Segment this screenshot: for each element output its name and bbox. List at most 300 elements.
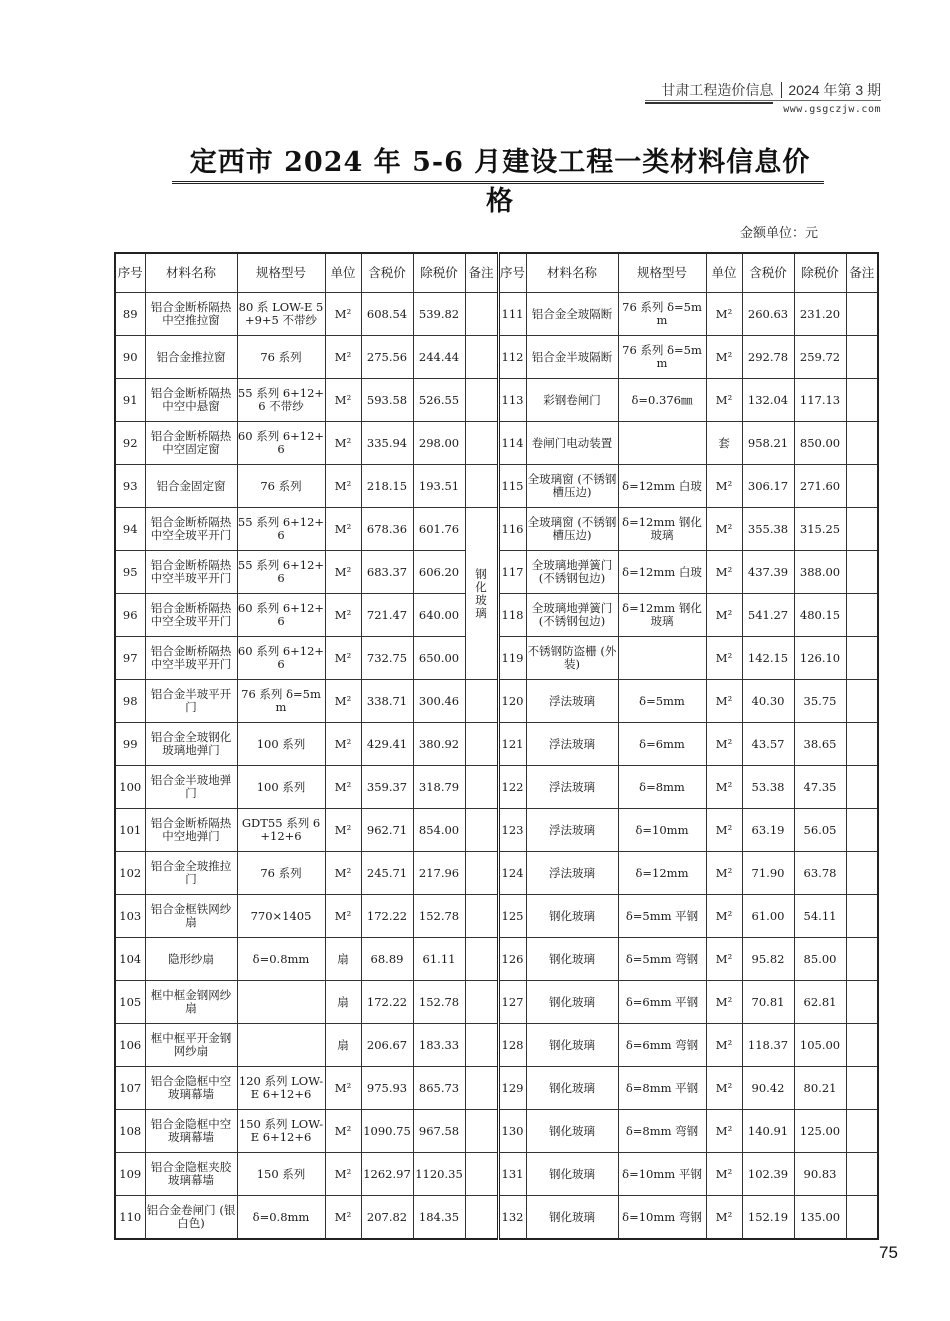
table-row — [115, 1110, 878, 1153]
cell-unit: M² — [325, 551, 361, 594]
cell-spec — [237, 981, 325, 1024]
cell-unit: 扇 — [325, 1024, 361, 1067]
table-row — [115, 852, 878, 895]
cell-price-tax-right: 140.91 — [742, 1110, 794, 1153]
cell-price-notax-right: 62.81 — [794, 981, 846, 1024]
cell-price-notax: 650.00 — [413, 637, 465, 680]
cell-spec — [237, 1024, 325, 1067]
cell-price-notax: 865.73 — [413, 1067, 465, 1110]
cell-name-right: 卷闸门电动装置 — [526, 422, 618, 465]
cell-price-tax: 207.82 — [361, 1196, 413, 1240]
cell-spec-right: δ=5mm 弯钢 — [618, 938, 706, 981]
cell-unit: M² — [325, 809, 361, 852]
cell-price-notax: 539.82 — [413, 293, 465, 336]
cell-spec: 60 系列 6+12+6 — [237, 594, 325, 637]
cell-seq-right: 120 — [498, 680, 526, 723]
cell-seq: 99 — [115, 723, 145, 766]
cell-note — [465, 680, 498, 723]
cell-price-tax: 1090.75 — [361, 1110, 413, 1153]
cell-name: 铝合金框铁网纱扇 — [145, 895, 237, 938]
cell-price-tax: 608.54 — [361, 293, 413, 336]
cell-seq: 100 — [115, 766, 145, 809]
cell-seq: 95 — [115, 551, 145, 594]
cell-price-tax: 172.22 — [361, 895, 413, 938]
cell-price-notax-right: 231.20 — [794, 293, 846, 336]
cell-note-right — [846, 422, 878, 465]
cell-note-right — [846, 379, 878, 422]
cell-spec: 770×1405 — [237, 895, 325, 938]
cell-unit-right: M² — [706, 508, 742, 551]
cell-price-notax: 152.78 — [413, 895, 465, 938]
cell-price-tax-right: 958.21 — [742, 422, 794, 465]
cell-seq: 92 — [115, 422, 145, 465]
cell-note-right — [846, 1110, 878, 1153]
cell-spec: 80 系 LOW-E 5+9+5 不带纱 — [237, 293, 325, 336]
cell-unit: 扇 — [325, 981, 361, 1024]
cell-name: 铝合金断桥隔热中空地弹门 — [145, 809, 237, 852]
cell-unit-right: M² — [706, 723, 742, 766]
cell-price-notax-right: 35.75 — [794, 680, 846, 723]
table-row — [115, 895, 878, 938]
journal-name: 甘肃工程造价信息 — [661, 82, 774, 98]
cell-spec-right: δ=10mm — [618, 809, 706, 852]
cell-price-tax: 732.75 — [361, 637, 413, 680]
cell-spec: 150 系列 — [237, 1153, 325, 1196]
cell-seq: 90 — [115, 336, 145, 379]
price-table — [114, 252, 879, 1240]
col-unit-right: 单位 — [706, 253, 742, 293]
cell-name-right: 浮法玻璃 — [526, 680, 618, 723]
cell-price-notax: 217.96 — [413, 852, 465, 895]
col-unit: 单位 — [325, 253, 361, 293]
table-row — [115, 981, 878, 1024]
cell-price-notax: 601.76 — [413, 508, 465, 551]
cell-price-tax: 245.71 — [361, 852, 413, 895]
cell-unit-right: M² — [706, 336, 742, 379]
cell-seq: 107 — [115, 1067, 145, 1110]
table-header — [115, 253, 878, 293]
cell-price-tax-right: 437.39 — [742, 551, 794, 594]
cell-note — [465, 723, 498, 766]
cell-name-right: 钢化玻璃 — [526, 1067, 618, 1110]
col-price-notax-right: 除税价 — [794, 253, 846, 293]
col-name-right: 材料名称 — [526, 253, 618, 293]
cell-name: 铝合金隐框夹胶玻璃幕墙 — [145, 1153, 237, 1196]
cell-price-tax-right: 541.27 — [742, 594, 794, 637]
journal-issue: 2024 年第 3 期 — [788, 82, 881, 98]
cell-price-tax: 975.93 — [361, 1067, 413, 1110]
cell-seq-right: 112 — [498, 336, 526, 379]
table-row — [115, 465, 878, 508]
cell-price-notax: 1120.35 — [413, 1153, 465, 1196]
cell-seq: 102 — [115, 852, 145, 895]
cell-spec: 76 系列 — [237, 336, 325, 379]
table-row — [115, 1196, 878, 1240]
cell-unit: M² — [325, 852, 361, 895]
cell-price-notax-right: 85.00 — [794, 938, 846, 981]
cell-spec: 100 系列 — [237, 723, 325, 766]
cell-name-right: 浮法玻璃 — [526, 723, 618, 766]
cell-price-notax-right: 90.83 — [794, 1153, 846, 1196]
cell-unit-right: M² — [706, 551, 742, 594]
cell-spec-right: δ=0.376㎜ — [618, 379, 706, 422]
cell-price-notax-right: 259.72 — [794, 336, 846, 379]
cell-note-right — [846, 938, 878, 981]
cell-unit: M² — [325, 1153, 361, 1196]
col-price-tax-right: 含税价 — [742, 253, 794, 293]
cell-name: 铝合金断桥隔热中空全玻平开门 — [145, 594, 237, 637]
cell-price-notax-right: 388.00 — [794, 551, 846, 594]
cell-note-right — [846, 1153, 878, 1196]
cell-spec: 76 系列 — [237, 465, 325, 508]
cell-name-right: 铝合金半玻隔断 — [526, 336, 618, 379]
cell-price-notax: 298.00 — [413, 422, 465, 465]
cell-spec-right: δ=12mm 白玻 — [618, 465, 706, 508]
cell-price-notax-right: 54.11 — [794, 895, 846, 938]
cell-note-right — [846, 895, 878, 938]
cell-seq-right: 122 — [498, 766, 526, 809]
cell-unit: M² — [325, 1196, 361, 1240]
table-row — [115, 766, 878, 809]
cell-price-tax-right: 61.00 — [742, 895, 794, 938]
cell-unit: M² — [325, 1067, 361, 1110]
col-name: 材料名称 — [145, 253, 237, 293]
cell-note — [465, 1024, 498, 1067]
cell-note-right — [846, 723, 878, 766]
cell-unit: M² — [325, 465, 361, 508]
cell-name: 铝合金固定窗 — [145, 465, 237, 508]
cell-name-right: 全玻璃窗 (不锈钢槽压边) — [526, 465, 618, 508]
table-row — [115, 680, 878, 723]
cell-note-right — [846, 336, 878, 379]
cell-seq-right: 121 — [498, 723, 526, 766]
cell-price-tax: 359.37 — [361, 766, 413, 809]
cell-unit: M² — [325, 637, 361, 680]
cell-name-right: 浮法玻璃 — [526, 766, 618, 809]
cell-price-notax: 640.00 — [413, 594, 465, 637]
cell-price-tax: 1262.97 — [361, 1153, 413, 1196]
cell-unit: M² — [325, 508, 361, 551]
col-price-tax: 含税价 — [361, 253, 413, 293]
header-rule-accent — [645, 102, 773, 104]
cell-note — [465, 422, 498, 465]
cell-name-right: 全玻璃窗 (不锈钢槽压边) — [526, 508, 618, 551]
table-row — [115, 293, 878, 336]
col-seq: 序号 — [115, 253, 145, 293]
cell-note-right — [846, 852, 878, 895]
cell-price-tax-right: 53.38 — [742, 766, 794, 809]
page-number: 75 — [879, 1243, 898, 1262]
cell-price-tax: 678.36 — [361, 508, 413, 551]
cell-price-notax-right: 125.00 — [794, 1110, 846, 1153]
cell-note — [465, 1196, 498, 1240]
cell-unit: M² — [325, 680, 361, 723]
cell-note — [465, 766, 498, 809]
cell-seq: 106 — [115, 1024, 145, 1067]
cell-name-right: 钢化玻璃 — [526, 981, 618, 1024]
cell-name: 铝合金全玻推拉门 — [145, 852, 237, 895]
cell-price-notax-right: 126.10 — [794, 637, 846, 680]
cell-seq: 93 — [115, 465, 145, 508]
cell-unit: M² — [325, 336, 361, 379]
cell-note — [465, 465, 498, 508]
cell-name: 铝合金隐框中空玻璃幕墙 — [145, 1067, 237, 1110]
cell-unit-right: M² — [706, 981, 742, 1024]
cell-spec: 60 系列 6+12+6 — [237, 422, 325, 465]
cell-spec: 150 系列 LOW-E 6+12+6 — [237, 1110, 325, 1153]
table-row — [115, 809, 878, 852]
cell-price-notax: 152.78 — [413, 981, 465, 1024]
cell-seq: 96 — [115, 594, 145, 637]
cell-price-notax-right: 117.13 — [794, 379, 846, 422]
cell-seq: 91 — [115, 379, 145, 422]
cell-seq: 105 — [115, 981, 145, 1024]
journal-header — [661, 80, 881, 100]
cell-seq: 110 — [115, 1196, 145, 1240]
col-spec-right: 规格型号 — [618, 253, 706, 293]
cell-seq-right: 131 — [498, 1153, 526, 1196]
cell-spec-right: δ=6mm 平钢 — [618, 981, 706, 1024]
cell-price-tax: 721.47 — [361, 594, 413, 637]
cell-name: 铝合金断桥隔热中空固定窗 — [145, 422, 237, 465]
cell-price-notax-right: 56.05 — [794, 809, 846, 852]
header-separator — [781, 82, 782, 98]
cell-price-tax-right: 152.19 — [742, 1196, 794, 1240]
cell-name-right: 钢化玻璃 — [526, 1153, 618, 1196]
cell-unit: M² — [325, 766, 361, 809]
cell-note-right — [846, 981, 878, 1024]
cell-price-tax-right: 132.04 — [742, 379, 794, 422]
cell-price-tax: 206.67 — [361, 1024, 413, 1067]
cell-price-notax-right: 80.21 — [794, 1067, 846, 1110]
col-note-right: 备注 — [846, 253, 878, 293]
cell-seq-right: 129 — [498, 1067, 526, 1110]
cell-price-notax-right: 480.15 — [794, 594, 846, 637]
cell-spec-right: δ=12mm — [618, 852, 706, 895]
cell-name: 铝合金隐框中空玻璃幕墙 — [145, 1110, 237, 1153]
title-underline — [172, 181, 824, 182]
cell-spec-right — [618, 422, 706, 465]
cell-name: 铝合金断桥隔热中空中悬窗 — [145, 379, 237, 422]
cell-note-right — [846, 293, 878, 336]
table-row — [115, 723, 878, 766]
cell-name-right: 钢化玻璃 — [526, 1024, 618, 1067]
cell-unit: M² — [325, 422, 361, 465]
cell-seq-right: 123 — [498, 809, 526, 852]
cell-note — [465, 336, 498, 379]
cell-note — [465, 379, 498, 422]
table-row — [115, 508, 878, 551]
cell-price-tax-right: 71.90 — [742, 852, 794, 895]
cell-seq: 97 — [115, 637, 145, 680]
cell-spec: δ=0.8mm — [237, 1196, 325, 1240]
cell-unit-right: M² — [706, 465, 742, 508]
cell-unit-right: M² — [706, 1110, 742, 1153]
cell-price-notax: 61.11 — [413, 938, 465, 981]
cell-price-tax-right: 118.37 — [742, 1024, 794, 1067]
cell-spec: 60 系列 6+12+6 — [237, 637, 325, 680]
cell-seq: 94 — [115, 508, 145, 551]
cell-name-right: 全玻璃地弹簧门 (不锈钢包边) — [526, 551, 618, 594]
cell-spec-right: 76 系列 δ=5mm — [618, 336, 706, 379]
cell-price-tax-right: 63.19 — [742, 809, 794, 852]
cell-price-tax-right: 43.57 — [742, 723, 794, 766]
cell-unit: M² — [325, 723, 361, 766]
cell-name-right: 钢化玻璃 — [526, 1196, 618, 1240]
cell-unit-right: M² — [706, 852, 742, 895]
cell-name: 框中框平开金钢网纱扇 — [145, 1024, 237, 1067]
cell-note-right — [846, 1024, 878, 1067]
cell-price-notax: 606.20 — [413, 551, 465, 594]
cell-unit-right: M² — [706, 379, 742, 422]
cell-note — [465, 938, 498, 981]
table-row — [115, 938, 878, 981]
cell-seq: 108 — [115, 1110, 145, 1153]
cell-note — [465, 895, 498, 938]
cell-seq: 109 — [115, 1153, 145, 1196]
cell-spec-right: δ=12mm 白玻 — [618, 551, 706, 594]
cell-unit: 扇 — [325, 938, 361, 981]
cell-spec: 120 系列 LOW-E 6+12+6 — [237, 1067, 325, 1110]
cell-price-notax-right: 135.00 — [794, 1196, 846, 1240]
cell-price-notax: 526.55 — [413, 379, 465, 422]
cell-note — [465, 852, 498, 895]
cell-unit-right: M² — [706, 1153, 742, 1196]
cell-note-right — [846, 766, 878, 809]
cell-name: 铝合金断桥隔热中空半玻平开门 — [145, 637, 237, 680]
col-seq-right: 序号 — [498, 253, 526, 293]
cell-price-notax: 300.46 — [413, 680, 465, 723]
cell-price-tax: 68.89 — [361, 938, 413, 981]
cell-price-tax: 683.37 — [361, 551, 413, 594]
table-row — [115, 1024, 878, 1067]
cell-unit-right: M² — [706, 594, 742, 637]
cell-name: 铝合金推拉窗 — [145, 336, 237, 379]
title-underline-2 — [172, 183, 824, 184]
cell-price-tax: 338.71 — [361, 680, 413, 723]
table-row — [115, 1153, 878, 1196]
cell-price-tax-right: 355.38 — [742, 508, 794, 551]
cell-price-tax: 275.56 — [361, 336, 413, 379]
cell-seq-right: 124 — [498, 852, 526, 895]
cell-price-tax-right: 292.78 — [742, 336, 794, 379]
cell-price-notax: 184.35 — [413, 1196, 465, 1240]
cell-name-right: 浮法玻璃 — [526, 809, 618, 852]
cell-seq-right: 118 — [498, 594, 526, 637]
cell-seq-right: 117 — [498, 551, 526, 594]
cell-price-tax: 218.15 — [361, 465, 413, 508]
cell-name-right: 浮法玻璃 — [526, 852, 618, 895]
cell-name: 隐形纱扇 — [145, 938, 237, 981]
cell-seq: 104 — [115, 938, 145, 981]
cell-spec: δ=0.8mm — [237, 938, 325, 981]
cell-price-tax-right: 70.81 — [742, 981, 794, 1024]
cell-note-right — [846, 809, 878, 852]
cell-name-right: 钢化玻璃 — [526, 1110, 618, 1153]
cell-price-notax-right: 105.00 — [794, 1024, 846, 1067]
cell-spec-right: δ=10mm 平钢 — [618, 1153, 706, 1196]
cell-unit: M² — [325, 379, 361, 422]
cell-price-tax: 335.94 — [361, 422, 413, 465]
cell-name: 铝合金断桥隔热中空全玻平开门 — [145, 508, 237, 551]
cell-name: 铝合金全玻钢化玻璃地弹门 — [145, 723, 237, 766]
cell-unit-right: M² — [706, 1196, 742, 1240]
table-row — [115, 1067, 878, 1110]
cell-spec: 100 系列 — [237, 766, 325, 809]
cell-seq: 101 — [115, 809, 145, 852]
cell-name: 铝合金半玻平开门 — [145, 680, 237, 723]
table-row — [115, 336, 878, 379]
col-note: 备注 — [465, 253, 498, 293]
table-row — [115, 379, 878, 422]
cell-spec-right: δ=6mm 弯钢 — [618, 1024, 706, 1067]
cell-unit-right: M² — [706, 895, 742, 938]
currency-unit-label: 金额单位：元 — [740, 226, 819, 241]
cell-spec: 76 系列 δ=5mm — [237, 680, 325, 723]
cell-price-tax-right: 90.42 — [742, 1067, 794, 1110]
cell-unit: M² — [325, 293, 361, 336]
cell-spec-right: δ=6mm — [618, 723, 706, 766]
cell-note — [465, 981, 498, 1024]
cell-seq-right: 113 — [498, 379, 526, 422]
cell-seq-right: 116 — [498, 508, 526, 551]
cell-price-notax: 244.44 — [413, 336, 465, 379]
cell-seq: 89 — [115, 293, 145, 336]
cell-note — [465, 1067, 498, 1110]
cell-price-notax: 967.58 — [413, 1110, 465, 1153]
cell-price-tax: 172.22 — [361, 981, 413, 1024]
cell-unit-right: M² — [706, 1024, 742, 1067]
cell-seq: 98 — [115, 680, 145, 723]
col-spec: 规格型号 — [237, 253, 325, 293]
cell-name: 铝合金断桥隔热中空半玻平开门 — [145, 551, 237, 594]
cell-spec-right — [618, 637, 706, 680]
cell-price-notax: 193.51 — [413, 465, 465, 508]
header-row — [115, 253, 878, 293]
cell-unit-right: M² — [706, 1067, 742, 1110]
cell-unit-right: M² — [706, 766, 742, 809]
cell-note-right — [846, 1196, 878, 1240]
cell-note-right — [846, 508, 878, 551]
journal-url: www.gsgczjw.com — [783, 104, 881, 115]
cell-unit-right: M² — [706, 680, 742, 723]
cell-spec: 55 系列 6+12+6 不带纱 — [237, 379, 325, 422]
cell-unit-right: M² — [706, 637, 742, 680]
cell-note-right — [846, 637, 878, 680]
cell-seq: 103 — [115, 895, 145, 938]
cell-note-right — [846, 465, 878, 508]
cell-name-right: 不锈钢防盗栅 (外装) — [526, 637, 618, 680]
cell-note — [465, 1110, 498, 1153]
cell-seq-right: 130 — [498, 1110, 526, 1153]
cell-price-tax-right: 40.30 — [742, 680, 794, 723]
cell-seq-right: 111 — [498, 293, 526, 336]
cell-name: 铝合金断桥隔热中空推拉窗 — [145, 293, 237, 336]
cell-spec-right: 76 系列 δ=5mm — [618, 293, 706, 336]
cell-name: 框中框金钢网纱扇 — [145, 981, 237, 1024]
cell-name-right: 钢化玻璃 — [526, 895, 618, 938]
cell-price-notax-right: 271.60 — [794, 465, 846, 508]
cell-spec-right: δ=8mm 平钢 — [618, 1067, 706, 1110]
page-title: 定西市 2024 年 5-6 月建设工程一类材料信息价格 — [189, 147, 811, 217]
cell-note — [465, 1153, 498, 1196]
cell-spec: 55 系列 6+12+6 — [237, 551, 325, 594]
cell-seq-right: 127 — [498, 981, 526, 1024]
cell-unit: M² — [325, 895, 361, 938]
cell-spec: 55 系列 6+12+6 — [237, 508, 325, 551]
cell-name-right: 全玻璃地弹簧门 (不锈钢包边) — [526, 594, 618, 637]
header-rule — [645, 100, 881, 101]
